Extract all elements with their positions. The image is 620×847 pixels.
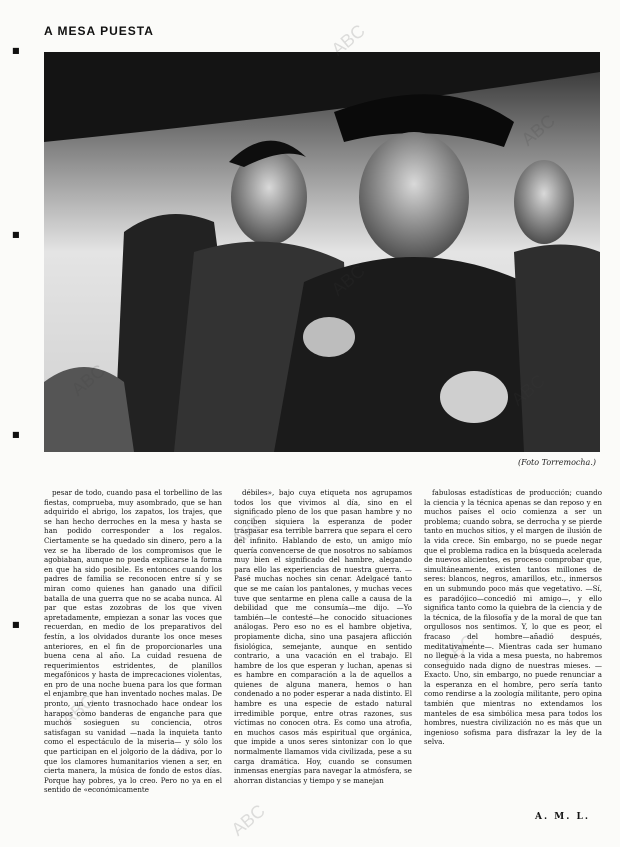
watermark: ABC	[227, 800, 269, 840]
article-column	[234, 488, 412, 808]
photograph	[44, 52, 600, 452]
margin-mark-icon: ■	[12, 46, 20, 55]
watermark: ABC	[327, 20, 369, 60]
article-column	[424, 488, 602, 808]
article-column	[44, 488, 222, 808]
watermark: ABC	[57, 690, 99, 730]
margin-mark-icon: ■	[12, 230, 20, 239]
watermark: ABC	[227, 510, 269, 550]
column-text: débiles», bajo cuya etiqueta nos agrupamos todos los que vivimos al día, sino en el significado pleno de los que pasan hambre y no conciben siquiera la esperanza de poder traspasar esa terrible barrera que separa el cero del infinito. Hablando de esto, un amigo mío quería convencerse de que nosotros no sabíamos muy bien el significado del hambre, alegando para ello las experiencias de nuestra guerra. —Pasé muchas noches sin cenar. Adelgacé tanto que se me caían los pantalones, y muchas veces tuve que sentarme en plena calle a causa de la debilidad que me consumía—me dijo. —Yo también—le contesté—he conocido situaciones análogas. Pero eso no es el hambre objetiva, propiamente dicha, sino una pasajera aflicción fisiológica, semejante, aunque en sentido contrario, a una vacación en el trabajo. El hambre de los que esperan y luchan, apenas si es hambre en comparación a la de aquellos a quienes de alguna manera, hemos o han condenado a no poder esperar a nada distinto. El hambre es una especie de estado natural irredimible porque, entre otras razones, sus víctimas no conocen otra. Es como una atrofia, en muchos casos más espiritual que orgánica, que impide a unos seres sintonizar con lo que normalmente llamamos vida civilizada, pese a su carga dramática. Hoy, cuando se consumen inmensas energías para navegar la atmósfera, se ahorran distancias y tiempo y se manejan	[234, 488, 412, 785]
photo-scene-icon	[44, 52, 600, 452]
margin-mark-icon: ■	[12, 620, 20, 629]
watermark: ABC	[437, 630, 479, 670]
margin-mark-icon: ■	[12, 430, 20, 439]
article-body	[44, 488, 602, 808]
column-text: pesar de todo, cuando pasa el torbellino de las fiestas, comprueba, muy asombrado, que se han adquirido el abrigo, los zapatos, los trajes, que se han hecho derroches en la mesa y hasta se han podido corresponder a los regalos. Ciertamente se ha quedado sin dinero, pero a la vez se ha liberado de los compromisos que le agobiaban, aunque no pueda explicarse la forma en que ha sido posible. Es entonces cuando los padres de familia se reconocen entre sí y se miran como quienes han ganado una difícil batalla de una guerra que no se acaba nunca. Al par que estas zozobras de los que viven apretadamente, empiezan a sonar las voces que recuerdan, en medio de los preparativos del festín, a los olvidados durante los once meses anteriores, en el fin de proporcionarles una buena cena al año. La cuidad resuena de requerimientos estridentes, de planillos megafónicos y hasta de imprecaciones violentas, en pro de una noche buena para los que forman el enjambre que han inventado noches malas. De pronto, un viento trasnochado hace ondear los harapos como banderas de enganche para que muchos sosieguen su conciencia, otros satisfagan su vanidad —nada la inquieta tanto como el espectáculo de la miseria— y sólo los que participan en el jolgorio de la dádiva, por lo que los clamores humanitarios vienen a ser, en cierta manera, la música de fondo de estos días. Porque hay pobres, ya lo creo. Pero no ya en el sentido de «económicamente	[44, 488, 222, 795]
photo-caption: (Foto Torremocha.)	[517, 458, 596, 467]
column-text: fabulosas estadísticas de producción; cuando la ciencia y la técnica apenas se dan reposo y en muchos países el ocio comienza a ser un problema; cuando sobra, se derrocha y se pierde tanto en muchos sitios, y el margen de ilusión de la vida crece. Sin embargo, no se puede negar que el problema radica en la búsqueda acelerada de nuevos alicientes, es proceso comprobar que, simultáneamente, existen tantos millones de seres: blancos, negros, amarillos, etc., inmersos en un submundo poco más que vegetativo. —Sí, es paradójico—concedió mi amigo—, y ello significa tanto como la quiebra de la ciencia y de la técnica, de la filosofía y de la moral de que tan orgullosos nos sentimos. Y, lo que es peor, el fracaso del hombre—añadió después, meditativamente—. Mientras cada ser humano no llegue a la vida a mesa puesta, no habremos conseguido nada digno de nuestras mieses. —Exacto. Uno, sin embargo, no puede renunciar a la esperanza en el hombre, pero sería tanto como rendirse a la zoología militante, pero opina también que mientras no extendamos los manteles de esa simbólica mesa para todos los hombres, nuestra civilización no es más que un ingenioso sofisma para disfrazar la ley de la selva.	[424, 488, 602, 747]
section-header: A MESA PUESTA	[44, 24, 154, 38]
author-signature: A. M. L.	[535, 812, 590, 822]
